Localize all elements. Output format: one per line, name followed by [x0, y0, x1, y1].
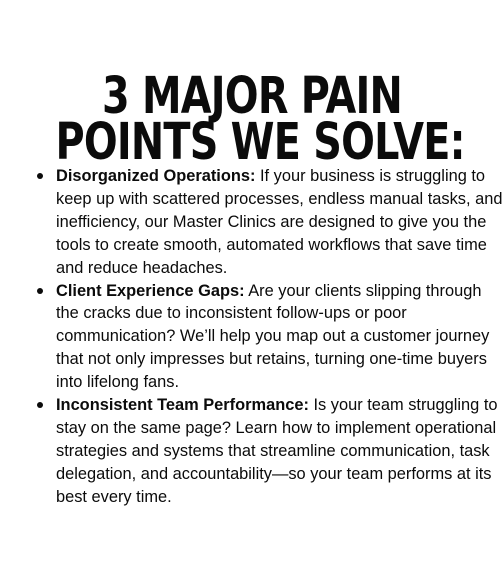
bullet-icon [37, 288, 43, 294]
pain-point-item [56, 165, 504, 280]
bullet-icon [37, 173, 43, 179]
pain-point-item [56, 394, 504, 509]
pain-point-title: Client Experience Gaps: [56, 281, 245, 300]
heading-line-2: POINTS WE SOLVE: [55, 113, 465, 173]
pain-points-list [34, 165, 504, 509]
pain-point-title: Disorganized Operations: [56, 167, 256, 185]
pain-point-text: Is your team struggling to stay on the same page? Learn how to implement operational strategies and systems that streamline communication, task delegation, and accountability—so your team performs at its best every time. [56, 396, 498, 506]
pain-point-title: Inconsistent Team Performance: [56, 396, 309, 415]
heading-line-1: 3 MAJOR PAIN [101, 67, 403, 127]
bullet-icon [37, 402, 43, 408]
pain-point-text: If your business is struggling to keep up with scattered processes, endless manual tasks, and inefficiency, our Master Clinics are designed to give you the tools to create smooth, automated workflows that save time and reduce headaches. [56, 167, 503, 277]
pain-point-item [56, 280, 504, 395]
pain-point-text: Are your clients slipping through the cracks due to inconsistent follow-ups or poor communication? We’ll help you map out a customer journey that not only impresses but retains, turning one-time buyers into lifelong fans. [56, 281, 490, 392]
page-heading [55, 67, 465, 173]
